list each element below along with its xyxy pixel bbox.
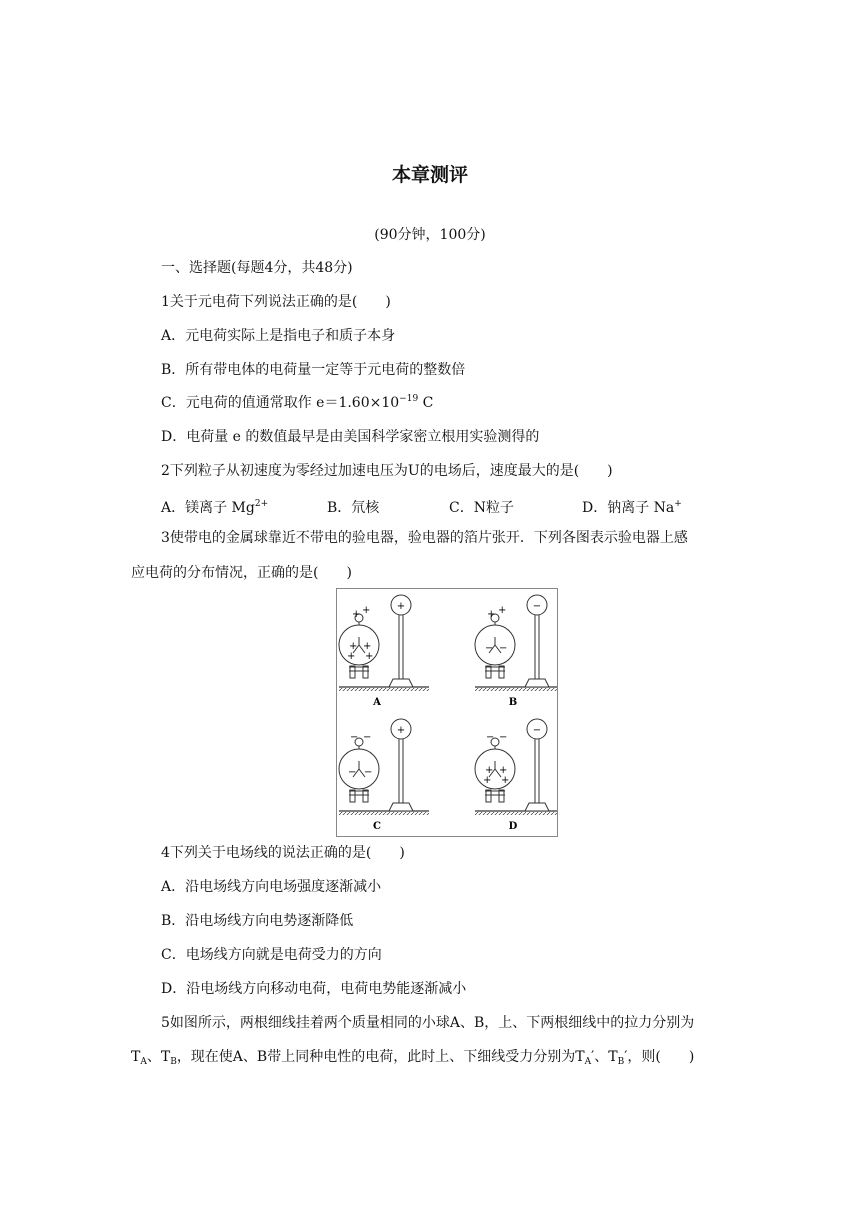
q2-option-b: B．氘核 — [327, 500, 380, 516]
q1-option-b: B．所有带电体的电荷量一定等于元电荷的整数倍 — [161, 362, 466, 378]
q2-option-d-text: D．钠离子 Na — [582, 500, 675, 516]
section-heading: 一、选择题(每题4分，共48分) — [161, 260, 353, 276]
q5-tb-prime-subscript: B — [617, 1057, 625, 1067]
panel-c-top-charge: − — [350, 732, 359, 743]
q3-stem-line1: 3使带电的金属球靠近不带电的验电器，验电器的箔片张开．下列各图表示验电器上感 — [161, 530, 688, 546]
q1-option-a: A．元电荷实际上是指电子和质子本身 — [161, 328, 396, 344]
panel-d-leaf-charge-4: + — [501, 775, 510, 786]
q5-text-middle: ，现在使A、B带上同种电性的电荷，此时上、下细线受力分别为T — [176, 1049, 585, 1065]
q2-option-a — [161, 497, 268, 517]
q1-stem: 1关于元电荷下列说法正确的是( ) — [161, 294, 391, 310]
q5-stem-line2 — [131, 1048, 694, 1066]
panel-a — [339, 595, 429, 708]
panel-b-ball-sign: − — [532, 601, 542, 612]
panel-a-leaf-charge-4: + — [365, 651, 374, 662]
panel-a-leaf-charge-3: + — [347, 651, 356, 662]
q2-option-a-text: A．镁离子 Mg — [161, 500, 255, 516]
q2-option-d — [582, 497, 682, 517]
q5-tb-prime-symbol: ′、T — [591, 1049, 618, 1065]
q1-option-c-text: C．元电荷的值通常取作 e＝1.60×10 — [161, 395, 400, 411]
panel-a-leaf-charge-2: + — [363, 641, 372, 652]
q4-option-b: B．沿电场线方向电势逐渐降低 — [161, 913, 354, 929]
q1-exponent: −19 — [399, 394, 419, 404]
q4-option-c: C．电场线方向就是电荷受力的方向 — [161, 947, 382, 963]
panel-d-leaf-charge-3: + — [483, 775, 492, 786]
q1-option-c — [161, 394, 433, 412]
q4-option-d: D．沿电场线方向移动电荷，电荷电势能逐渐减小 — [161, 981, 467, 997]
panel-c-label: C — [373, 821, 381, 832]
panel-b-leaf-charge-2: − — [499, 643, 508, 654]
panel-b — [475, 595, 557, 708]
electroscope-diagram — [337, 589, 557, 836]
page-title: 本章测评 — [391, 164, 468, 186]
panel-a-top-charge: + — [352, 609, 361, 620]
panel-a-label: A — [373, 697, 381, 708]
q4-option-a: A．沿电场线方向电场强度逐渐减小 — [161, 879, 382, 895]
q2-stem: 2下列粒子从初速度为零经过加速电压为U的电场后，速度最大的是( ) — [161, 463, 613, 479]
q2-option-d-charge: + — [674, 499, 682, 509]
panel-d-leaf-charge-2: + — [499, 765, 508, 776]
panel-d-ball-sign: − — [532, 725, 542, 736]
exam-info: (90分钟，100分) — [374, 227, 486, 243]
q3-stem-line2: 应电荷的分布情况，正确的是( ) — [131, 565, 352, 581]
q2-option-a-charge: 2+ — [254, 499, 269, 509]
q5-ta-subscript: A — [140, 1057, 147, 1067]
q5-tb-symbol: 、T — [146, 1049, 171, 1065]
panel-b-leaf-charge: − — [485, 643, 494, 654]
panel-d-leaf-charge: + — [485, 765, 494, 776]
q5-ta-prime-subscript: A — [584, 1057, 592, 1067]
panel-a-leaf-charge: + — [349, 641, 358, 652]
panel-c — [339, 719, 429, 832]
panel-c-ball-sign: + — [396, 725, 406, 736]
panel-d — [475, 719, 557, 832]
panel-c-leaf-charge-2: − — [364, 767, 373, 778]
q1-unit: C — [418, 395, 434, 411]
panel-d-top-charge-2: − — [499, 732, 508, 743]
electroscope-figure — [336, 588, 558, 837]
q5-tb-subscript: B — [170, 1057, 177, 1067]
panel-a-ball-sign: + — [396, 601, 406, 612]
panel-b-label: B — [508, 697, 518, 708]
panel-d-label: D — [508, 821, 518, 832]
panel-d-top-charge: − — [486, 732, 495, 743]
q5-stem-line1: 5如图所示，两根细线挂着两个质量相同的小球A、B，上、下两根细线中的拉力分别为 — [161, 1015, 695, 1031]
q4-stem: 4下列关于电场线的说法正确的是( ) — [161, 845, 405, 861]
q1-option-d: D．电荷量 e 的数值最早是由美国科学家密立根用实验测得的 — [161, 429, 540, 445]
panel-c-leaf-charge: − — [348, 767, 357, 778]
q5-text-end: ′，则( ) — [624, 1049, 695, 1065]
q5-ta-symbol: T — [131, 1049, 141, 1065]
q2-option-c: C．N粒子 — [449, 500, 514, 516]
panel-b-top-charge-2: + — [498, 605, 507, 616]
panel-c-top-charge-2: − — [363, 732, 372, 743]
panel-a-top-charge-2: + — [362, 605, 371, 616]
panel-b-top-charge: + — [487, 609, 496, 620]
